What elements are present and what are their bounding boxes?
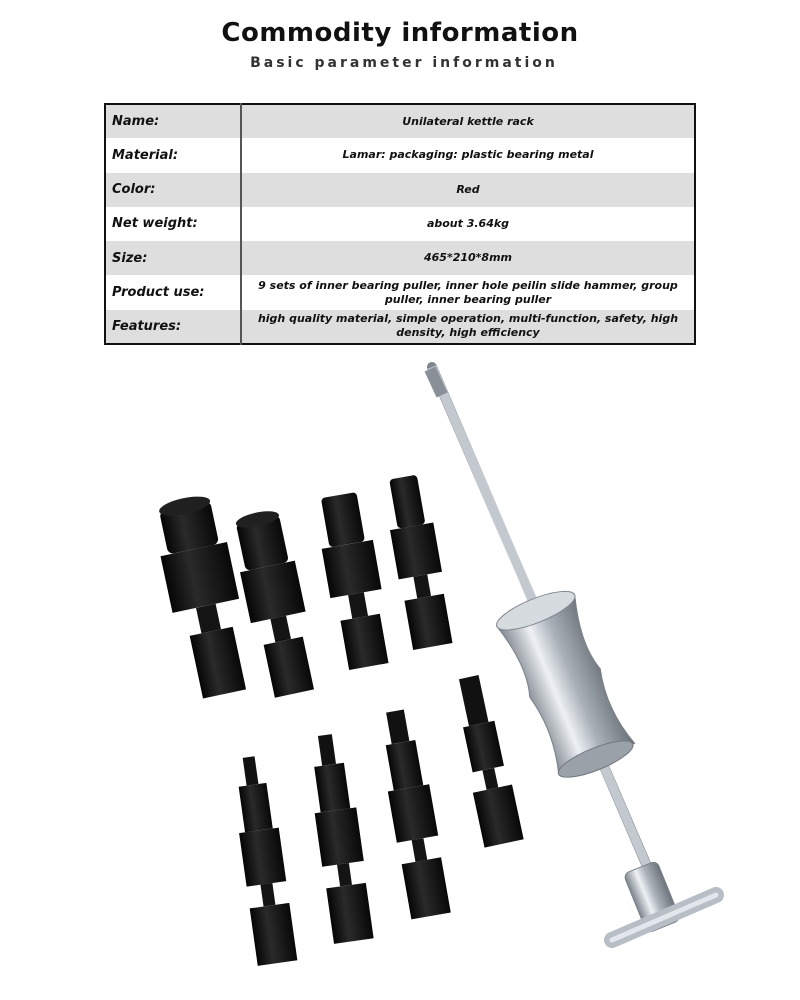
- puller-adapter: [304, 732, 375, 944]
- puller-adapter: [381, 473, 454, 650]
- param-label: Product use:: [105, 275, 241, 309]
- param-value: 9 sets of inner bearing puller, inner hole peilin slide hammer, group puller, inner bearing puller: [241, 275, 695, 309]
- puller-adapter: [449, 673, 523, 848]
- param-label: Name:: [105, 104, 241, 138]
- param-value: 465*210*8mm: [241, 241, 695, 275]
- param-label: Material:: [105, 138, 241, 172]
- param-value: Unilateral kettle rack: [241, 104, 695, 138]
- table-row: [105, 138, 695, 172]
- table-row: [105, 310, 695, 344]
- table-row: [105, 104, 695, 138]
- param-value: Lamar: packaging: plastic bearing metal: [241, 138, 695, 172]
- param-label: Net weight:: [105, 207, 241, 241]
- table-row: [105, 173, 695, 207]
- table-row: [105, 207, 695, 241]
- param-value: about 3.64kg: [241, 207, 695, 241]
- puller-adapter: [313, 491, 394, 671]
- parameter-table: [104, 103, 696, 345]
- param-value: Red: [241, 173, 695, 207]
- slide-hammer: [430, 367, 716, 940]
- page-title: Commodity information: [221, 18, 579, 48]
- page-subtitle: Basic parameter information: [250, 55, 558, 71]
- puller-adapter: [229, 507, 322, 700]
- puller-adapter: [229, 754, 298, 966]
- puller-adapter: [374, 707, 451, 919]
- table-row: [105, 241, 695, 275]
- param-label: Size:: [105, 241, 241, 275]
- param-label: Color:: [105, 173, 241, 207]
- param-value: high quality material, simple operation, multi-function, safety, high density, high efficiency: [241, 310, 695, 344]
- param-label: Features:: [105, 310, 241, 344]
- product-photo: [0, 355, 800, 995]
- table-row: [105, 275, 695, 309]
